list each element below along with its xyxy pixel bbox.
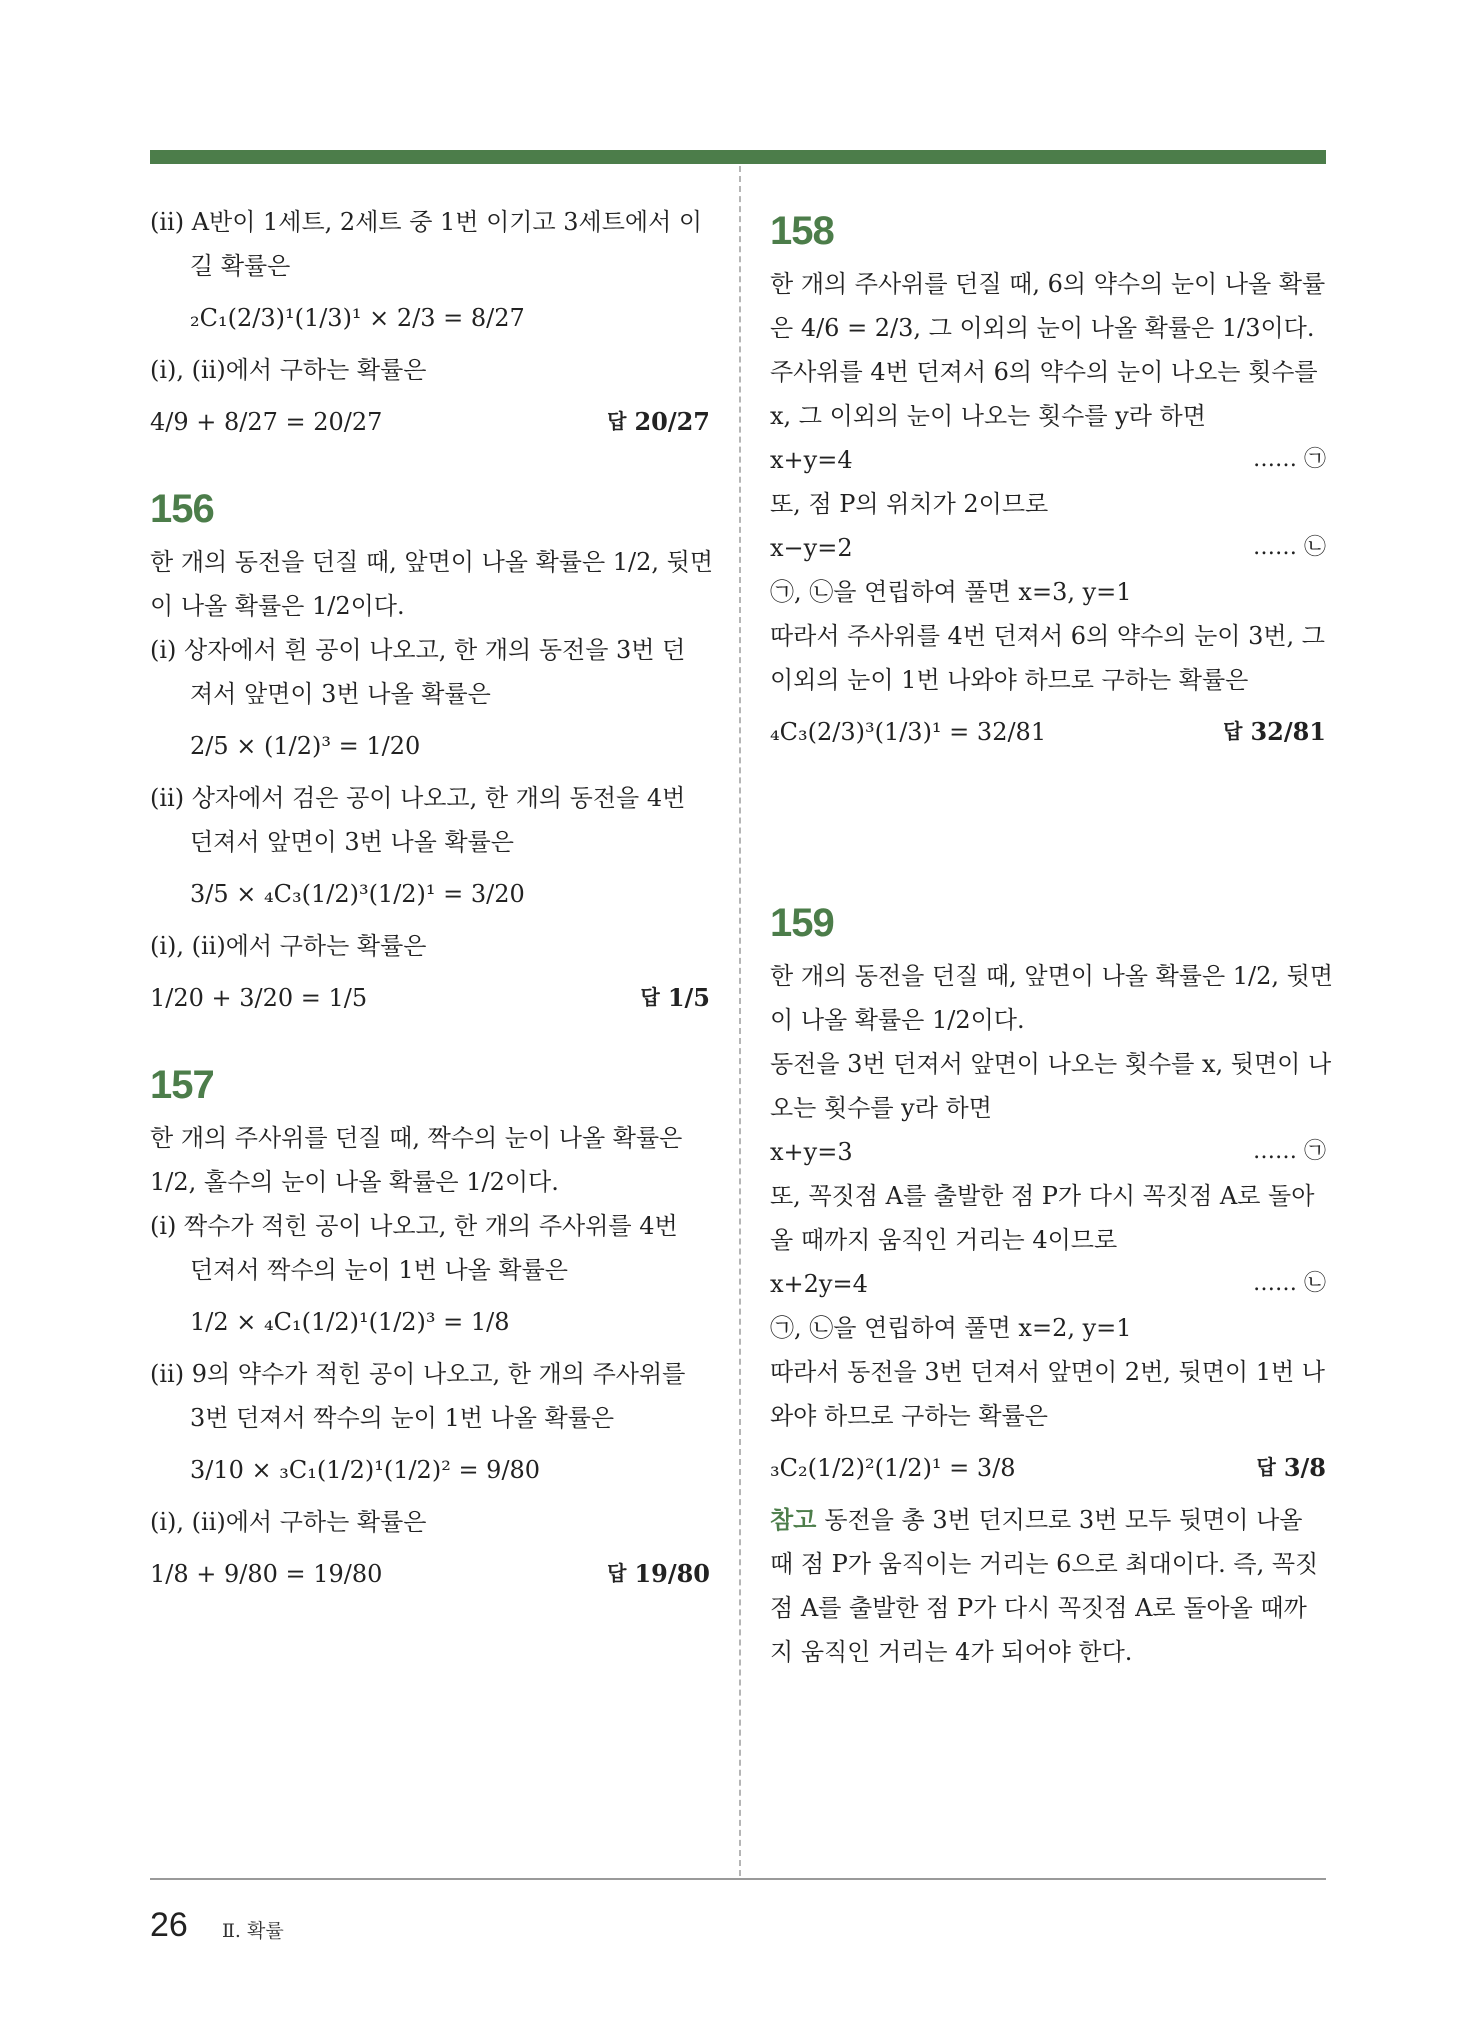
math-text: 1/20 + 3/20 = 1/5 [150,984,368,1012]
answer-label: 답 [1256,1457,1276,1479]
top-accent-bar [150,150,1326,164]
text-line: 한 개의 주사위를 던질 때, 짝수의 눈이 나올 확률은 [150,1124,683,1152]
answer-label: 답 [607,1563,627,1585]
equation-tag: …… ㉠ [1253,447,1326,472]
note-line [770,1498,1326,1542]
math-expression [770,702,1326,762]
text-line: 한 개의 동전을 던질 때, 앞면이 나올 확률은 1/2, 뒷면 [150,548,714,576]
text-line: (ⅰ), (ⅱ)에서 구하는 확률은 [150,1508,427,1536]
answer-box [1257,1438,1327,1498]
text-line: x, 그 이외의 눈이 나오는 횟수를 y라 하면 [770,402,1206,430]
note-text: 동전을 총 3번 던지므로 3번 모두 뒷면이 나올 [824,1506,1303,1534]
math-expression [150,968,710,1028]
math-expression [150,392,710,452]
text-line: 또, 꼭짓점 A를 출발한 점 P가 다시 꼭짓점 A로 돌아 [770,1182,1315,1210]
text-line: 이 나올 확률은 1/2이다. [770,1006,1025,1034]
equation-tag: …… ㉡ [1253,1271,1326,1296]
text-line: 따라서 주사위를 4번 던져서 6의 약수의 눈이 3번, 그 [770,622,1325,650]
left-column [150,200,714,1604]
text-line: 올 때까지 움직인 거리는 4이므로 [770,1226,1118,1254]
text-line: 주사위를 4번 던져서 6의 약수의 눈이 나오는 횟수를 [770,358,1318,386]
problem-number: 159 [770,901,834,945]
math-expression: 1/2 × ₄C₁(1/2)¹(1/2)³ = 1/8 [190,1308,510,1336]
text-line: 던져서 앞면이 3번 나올 확률은 [190,828,514,856]
answer-value: 3/8 [1283,1453,1326,1482]
footer-rule [150,1878,1326,1880]
math-expression: 3/10 × ₃C₁(1/2)¹(1/2)² = 9/80 [190,1456,541,1484]
text-line: (ⅰ), (ⅱ)에서 구하는 확률은 [150,932,427,960]
text-line: (ⅰ), (ⅱ)에서 구하는 확률은 [150,356,427,384]
text-line: 3번 던져서 짝수의 눈이 1번 나올 확률은 [190,1404,615,1432]
text-line: (ⅰ) 상자에서 흰 공이 나오고, 한 개의 동전을 3번 던 [150,636,686,664]
text-line: 이외의 눈이 1번 나와야 하므로 구하는 확률은 [770,666,1249,694]
answer-label: 답 [1223,721,1243,743]
problem-number: 158 [770,209,834,253]
text-line: (ⅱ) A반이 1세트, 2세트 중 1번 이기고 3세트에서 이 [150,208,703,236]
text-line: 이 나올 확률은 1/2이다. [150,592,405,620]
math-expression [150,1544,710,1604]
equation-line [770,1262,1326,1306]
answer-value: 1/5 [667,983,710,1012]
equation-line [770,438,1326,482]
answer-label: 답 [640,987,660,1009]
answer-value: 20/27 [634,407,710,436]
right-column [770,200,1334,1674]
math-text: ₄C₃(2/3)³(1/3)¹ = 32/81 [770,718,1047,746]
text-line: 와야 하므로 구하는 확률은 [770,1402,1048,1430]
equation: x+y=4 [770,446,853,474]
text-line: 한 개의 동전을 던질 때, 앞면이 나올 확률은 1/2, 뒷면 [770,962,1334,990]
text-line: 따라서 동전을 3번 던져서 앞면이 2번, 뒷면이 1번 나 [770,1358,1325,1386]
equation: x+y=3 [770,1138,853,1166]
text-line: (ⅱ) 상자에서 검은 공이 나오고, 한 개의 동전을 4번 [150,784,686,812]
note-label: 참고 [770,1507,817,1534]
equation-line [770,526,1326,570]
text-line: (ⅰ) 짝수가 적힌 공이 나오고, 한 개의 주사위를 4번 [150,1212,678,1240]
math-expression [770,1438,1326,1498]
text-line: 길 확률은 [190,252,291,280]
math-expression: 2/5 × (1/2)³ = 1/20 [190,732,421,760]
equation: x+2y=4 [770,1270,868,1298]
math-text: 4/9 + 8/27 = 20/27 [150,408,383,436]
text-line: 동전을 3번 던져서 앞면이 나오는 횟수를 x, 뒷면이 나 [770,1050,1332,1078]
math-expression: ₂C₁(2/3)¹(1/3)¹ × 2/3 = 8/27 [190,304,525,332]
text-line: 오는 횟수를 y라 하면 [770,1094,992,1122]
text-line: 1/2, 홀수의 눈이 나올 확률은 1/2이다. [150,1168,559,1196]
equation-tag: …… ㉠ [1253,1139,1326,1164]
text-line: 또, 점 P의 위치가 2이므로 [770,490,1049,518]
text-line: ㉠, ㉡을 연립하여 풀면 x=3, y=1 [770,578,1132,606]
answer-box [607,392,710,452]
problem-number: 156 [150,487,214,531]
text-line: 지 움직인 거리는 4가 되어야 한다. [770,1638,1133,1666]
math-expression: 3/5 × ₄C₃(1/2)³(1/2)¹ = 3/20 [190,880,525,908]
text-line: (ⅱ) 9의 약수가 적힌 공이 나오고, 한 개의 주사위를 [150,1360,686,1388]
answer-label: 답 [607,411,627,433]
text-line: 던져서 짝수의 눈이 1번 나올 확률은 [190,1256,568,1284]
answer-value: 32/81 [1250,717,1326,746]
math-text: ₃C₂(1/2)²(1/2)¹ = 3/8 [770,1454,1016,1482]
text-line: 때 점 P가 움직이는 거리는 6으로 최대이다. 즉, 꼭짓 [770,1550,1319,1578]
answer-box [607,1544,710,1604]
page-number: 26 [150,1906,188,1944]
problem-number: 157 [150,1063,214,1107]
text-line: 점 A를 출발한 점 P가 다시 꼭짓점 A로 돌아올 때까 [770,1594,1307,1622]
equation-tag: …… ㉡ [1253,535,1326,560]
answer-box [641,968,711,1028]
answer-value: 19/80 [634,1559,710,1588]
chapter-label: Ⅱ. 확률 [222,1920,284,1942]
column-divider [739,166,741,1876]
text-line: 은 4/6 = 2/3, 그 이외의 눈이 나올 확률은 1/3이다. [770,314,1315,342]
answer-box [1223,702,1326,762]
text-line: ㉠, ㉡을 연립하여 풀면 x=2, y=1 [770,1314,1132,1342]
text-line: 져서 앞면이 3번 나올 확률은 [190,680,491,708]
equation: x−y=2 [770,534,853,562]
math-text: 1/8 + 9/80 = 19/80 [150,1560,383,1588]
text-line: 한 개의 주사위를 던질 때, 6의 약수의 눈이 나올 확률 [770,270,1326,298]
equation-line [770,1130,1326,1174]
